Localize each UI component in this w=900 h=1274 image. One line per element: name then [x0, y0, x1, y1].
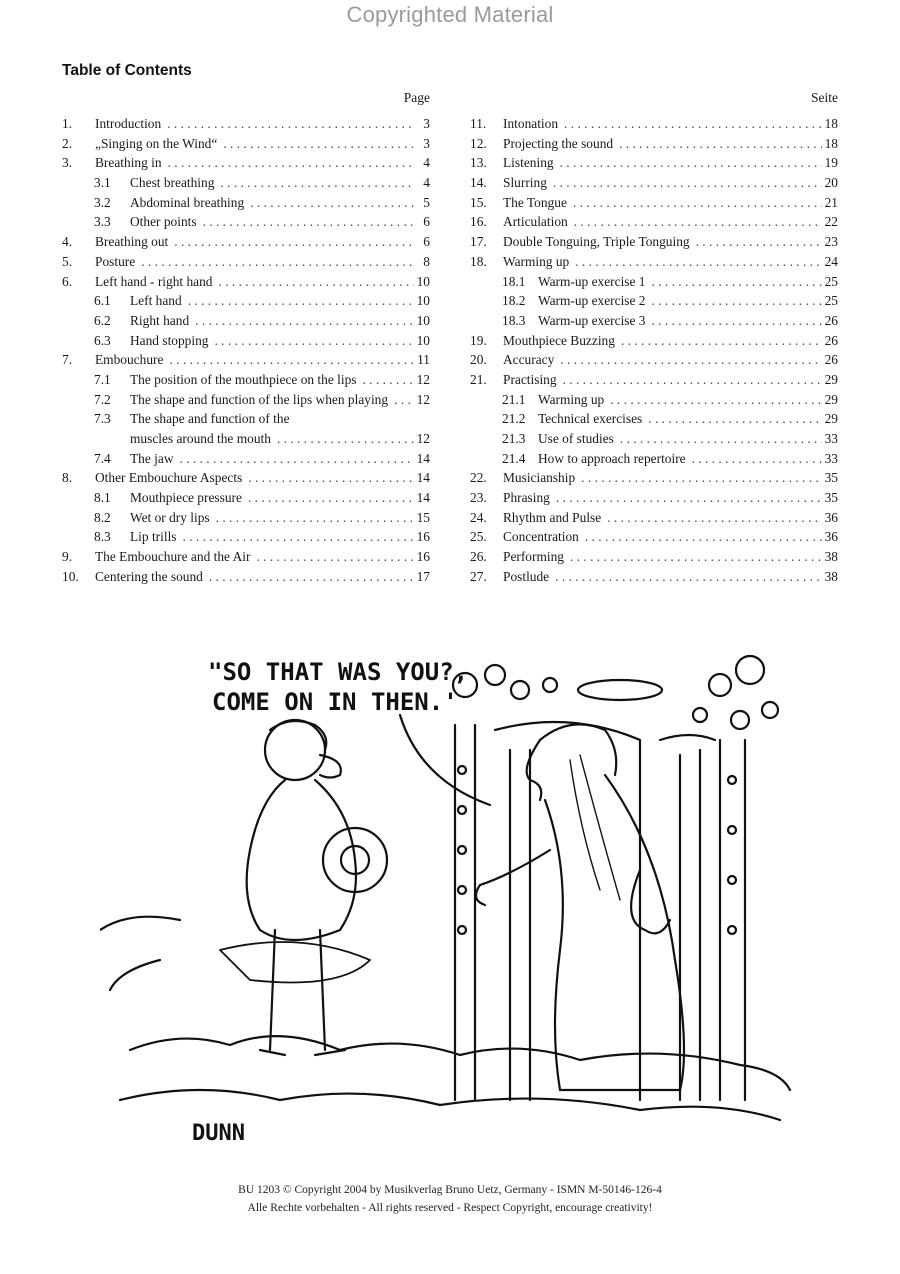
toc-entry-number: 21.3 [502, 431, 526, 446]
toc-entry-page: 4 [423, 155, 430, 171]
toc-entry [470, 252, 838, 272]
toc-entry [62, 567, 430, 587]
toc-entry-number: 6.3 [94, 332, 111, 348]
toc-entry-label: Intonation [503, 116, 559, 131]
toc-entry-label: Warm-up exercise 3 [538, 312, 646, 328]
toc-entry-number: 7.3 [94, 411, 111, 427]
toc-entry [62, 272, 430, 292]
toc-entry-number: 26. [470, 549, 487, 565]
dot-leader [564, 114, 822, 134]
toc-entry [62, 390, 430, 410]
toc-entry-number: 21.1 [502, 391, 526, 407]
toc-entry-number: 20. [470, 352, 487, 368]
toc-entry [62, 547, 430, 567]
toc-entry-label: Hand stopping [130, 332, 209, 348]
dot-leader [256, 547, 414, 567]
dot-leader [394, 390, 414, 410]
toc-entry-page: 29 [824, 391, 838, 407]
toc-entry-page: 12 [416, 431, 430, 446]
toc-entry [470, 173, 838, 193]
toc-entry [62, 193, 430, 213]
toc-entry [470, 370, 838, 390]
toc-entry [62, 291, 430, 311]
toc-entry-page: 33 [824, 450, 838, 466]
artist-signature: DUNN [192, 1121, 245, 1146]
speech-line-2: COME ON IN THEN.' [212, 688, 458, 716]
toc-entry-number: 8.2 [94, 509, 111, 525]
dot-leader [585, 527, 822, 547]
toc-entry-page: 29 [824, 371, 838, 387]
toc-entry [470, 390, 838, 410]
toc-entry [62, 508, 430, 528]
toc-list-left [62, 114, 430, 587]
toc-entry-label: Practising [503, 371, 557, 387]
toc-entry-label: Left hand - right hand [95, 273, 213, 289]
toc-entry-number: 7.4 [94, 450, 111, 466]
toc-entry-number: 1. [62, 116, 73, 131]
toc-entry-number: 18.3 [502, 312, 526, 328]
speech-pointer-line [400, 715, 490, 805]
toc-entry-page: 10 [416, 332, 430, 348]
toc-entry-label: Slurring [503, 175, 547, 191]
toc-entry-number: 14. [470, 175, 487, 191]
toc-entry-number: 23. [470, 490, 487, 506]
dot-leader [168, 153, 414, 173]
dot-leader [692, 449, 822, 469]
toc-entry-page: 22 [824, 214, 838, 230]
dot-leader [575, 252, 822, 272]
toc-entry [62, 212, 430, 232]
toc-entry [62, 488, 430, 508]
dot-leader [141, 252, 414, 272]
toc-entry-number: 19. [470, 332, 487, 348]
toc-entry-label: The shape and function of the lips when playing [130, 391, 389, 407]
toc-entry-number: 15. [470, 194, 487, 210]
toc-entry-label: Double Tonguing, Triple Tonguing [503, 234, 690, 250]
toc-entry-page: 12 [416, 391, 430, 407]
dot-leader [195, 311, 414, 331]
toc-entry-page: 16 [416, 549, 430, 565]
dot-leader [277, 429, 414, 449]
toc-entry [62, 527, 430, 547]
toc-entry-page: 20 [824, 175, 838, 191]
toc-entry-label: Musicianship [503, 470, 576, 486]
toc-entry [62, 331, 430, 351]
toc-entry [470, 429, 838, 449]
toc-entry-number: 18. [470, 253, 487, 269]
toc-entry-number: 21.2 [502, 411, 526, 427]
toc-entry-number: 8. [62, 470, 73, 486]
toc-entry [470, 547, 838, 567]
toc-entry [470, 508, 838, 528]
toc-entry-label: Mouthpiece Buzzing [503, 332, 615, 348]
toc-entry-number: 24. [470, 509, 487, 525]
toc-entry-label: Warming up [538, 391, 605, 407]
dot-leader [619, 134, 822, 154]
dot-leader [610, 390, 822, 410]
dot-leader [188, 291, 414, 311]
dot-leader [560, 350, 822, 370]
toc-entry-label: Posture [95, 253, 136, 269]
toc-entry [470, 134, 838, 154]
toc-entry-number: 11. [470, 116, 487, 131]
toc-entry-label: The jaw [130, 450, 174, 466]
toc-entry-number: 7.1 [94, 371, 111, 387]
toc-entry [470, 567, 838, 587]
toc-list-right [470, 114, 838, 587]
toc-entry-number: 21.4 [502, 450, 526, 466]
toc-entry-label: Left hand [130, 293, 182, 309]
dot-leader [555, 567, 822, 587]
toc-entry-number: 6.1 [94, 293, 111, 309]
seite-column-header: Seite [811, 90, 838, 105]
toc-entry [62, 173, 430, 193]
toc-entry-label: Mouthpiece pressure [130, 490, 242, 506]
toc-entry-label: The Tongue [503, 194, 567, 210]
toc-title: Table of Contents [62, 62, 192, 79]
toc-entry-label: Introduction [95, 116, 162, 131]
toc-entry [62, 153, 430, 173]
toc-entry-number: 6. [62, 273, 73, 289]
dot-leader [214, 331, 414, 351]
toc-entry-number: 18.2 [502, 293, 526, 309]
footer-copyright: BU 1203 © Copyright 2004 by Musikverlag Bruno Uetz, Germany - ISMN M-50146-126-4 [238, 1184, 662, 1196]
toc-entry-label: Warming up [503, 253, 570, 269]
toc-entry-number: 3.3 [94, 214, 111, 230]
toc-entry-page: 18 [824, 135, 838, 151]
dot-leader [620, 429, 822, 449]
toc-entry-number: 25. [470, 529, 487, 545]
toc-entry-number: 5. [62, 253, 73, 269]
toc-entry-page: 23 [824, 234, 838, 250]
toc-entry [62, 114, 430, 134]
toc-entry-number: 6.2 [94, 312, 111, 328]
toc-entry-label: Listening [503, 155, 554, 171]
toc-entry-page: 6 [423, 214, 430, 230]
toc-entry-page: 38 [824, 568, 838, 584]
toc-entry-page: 3 [423, 135, 430, 151]
toc-entry-number: 4. [62, 234, 73, 250]
dot-leader [167, 114, 414, 134]
toc-entry [470, 291, 838, 311]
toc-entry-page: 10 [416, 293, 430, 309]
dot-leader [219, 272, 414, 292]
toc-column-left [62, 88, 430, 587]
toc-entry-label: Right hand [130, 312, 190, 328]
toc-entry [62, 134, 430, 154]
dot-leader [651, 291, 822, 311]
toc-entry-label: Projecting the sound [503, 135, 614, 151]
dot-leader [574, 212, 822, 232]
toc-entry-label: Warm-up exercise 1 [538, 273, 646, 289]
dot-leader [648, 409, 822, 429]
toc-entry-label: Breathing out [95, 234, 169, 250]
toc-entry-page: 29 [824, 411, 838, 427]
toc-entry-page: 10 [416, 273, 430, 289]
toc-entry-page: 4 [423, 175, 430, 191]
toc-entry-label: Other points [130, 214, 197, 230]
toc-entry-page: 38 [824, 549, 838, 565]
toc-entry-page: 10 [416, 312, 430, 328]
toc-entry-page: 16 [416, 529, 430, 545]
toc-entry-page: 19 [824, 155, 838, 171]
toc-entry-page: 14 [416, 470, 430, 486]
toc-entry [470, 331, 838, 351]
toc-entry-page: 26 [824, 352, 838, 368]
toc-entry [470, 311, 838, 331]
toc-entry-page: 8 [423, 253, 430, 269]
dot-leader [560, 153, 822, 173]
toc-entry-page: 35 [824, 490, 838, 506]
toc-entry-page: 5 [423, 194, 430, 210]
toc-entry-label: The Embouchure and the Air [95, 549, 251, 565]
toc-entry [470, 409, 838, 429]
toc-entry [62, 232, 430, 252]
toc-entry [62, 252, 430, 272]
cartoon-illustration [100, 630, 800, 1150]
dot-leader [169, 350, 414, 370]
dot-leader [223, 134, 414, 154]
dot-leader [570, 547, 822, 567]
toc-entry [62, 311, 430, 331]
toc-entry-page: 11 [417, 352, 430, 368]
horn-player-figure [220, 720, 387, 1055]
dot-leader [248, 468, 414, 488]
toc-entry-page: 36 [824, 509, 838, 525]
toc-entry-label: Embouchure [95, 352, 164, 368]
dot-leader [651, 272, 822, 292]
toc-entry-label: The shape and function of the [130, 411, 290, 427]
toc-entry-number: 21. [470, 371, 487, 387]
toc-entry-label: The position of the mouthpiece on the lips [130, 371, 357, 387]
footer-rights: Alle Rechte vorbehalten - All rights reserved - Respect Copyright, encourage creativity! [247, 1202, 653, 1214]
toc-entry [470, 350, 838, 370]
toc-entry-number: 3. [62, 155, 73, 171]
dot-leader [209, 567, 414, 587]
halo-icon [578, 680, 662, 700]
dot-leader [203, 212, 414, 232]
page-column-header: Page [403, 90, 430, 105]
dot-leader [553, 173, 822, 193]
toc-entry [470, 232, 838, 252]
dot-leader [607, 508, 822, 528]
toc-entry-page: 36 [824, 529, 838, 545]
toc-entry-page: 24 [824, 253, 838, 269]
dot-leader [651, 311, 822, 331]
dot-leader [174, 232, 414, 252]
dot-leader [556, 488, 822, 508]
toc-entry-page: 17 [416, 568, 430, 584]
toc-entry [62, 429, 430, 449]
toc-entry-label: Use of studies [538, 431, 614, 446]
toc-entry-number: 16. [470, 214, 487, 230]
toc-entry-page: 15 [416, 509, 430, 525]
toc-entry-number: 10. [62, 568, 79, 584]
toc-entry-label: How to approach repertoire [538, 450, 686, 466]
toc-entry-label: Performing [503, 549, 564, 565]
toc-entry-page: 33 [824, 431, 838, 446]
toc-entry-number: 18.1 [502, 273, 526, 289]
toc-entry [470, 527, 838, 547]
dot-leader [250, 193, 414, 213]
st-peter-figure [476, 724, 684, 1090]
toc-entry-label: Technical exercises [538, 411, 643, 427]
dot-leader [183, 527, 415, 547]
dot-leader [573, 193, 822, 213]
toc-entry-label: Warm-up exercise 2 [538, 293, 646, 309]
toc-entry-page: 18 [824, 116, 838, 131]
dot-leader [621, 331, 822, 351]
toc-entry-label: Centering the sound [95, 568, 203, 584]
toc-entry-number: 3.2 [94, 194, 111, 210]
toc-entry-number: 22. [470, 470, 487, 486]
toc-entry-number: 7. [62, 352, 73, 368]
heaven-gate [455, 722, 745, 1100]
dot-leader [362, 370, 414, 390]
toc-entry-page: 26 [824, 332, 838, 348]
toc-entry-page: 14 [416, 450, 430, 466]
toc-entry-label: Abdominal breathing [130, 194, 245, 210]
dot-leader [563, 370, 822, 390]
toc-entry-label: Chest breathing [130, 175, 215, 191]
toc-entry-label: Wet or dry lips [130, 509, 210, 525]
toc-entry-number: 13. [470, 155, 487, 171]
toc-entry [470, 114, 838, 134]
toc-entry-number: 3.1 [94, 175, 111, 191]
toc-entry [62, 350, 430, 370]
toc-entry [62, 449, 430, 469]
speech-line-1: "SO THAT WAS YOU?, [208, 658, 469, 686]
copyright-watermark: Copyrighted Material [346, 2, 554, 27]
toc-entry-label: „Singing on the Wind“ [95, 135, 218, 151]
dot-leader [216, 508, 414, 528]
gate-ornaments [453, 656, 778, 934]
toc-entry [470, 153, 838, 173]
toc-entry-page: 21 [824, 194, 838, 210]
toc-entry-label: Accuracy [503, 352, 555, 368]
toc-entry-number: 8.3 [94, 529, 111, 545]
toc-entry-page: 14 [416, 490, 430, 506]
toc-column-right [470, 88, 838, 587]
toc-entry [470, 468, 838, 488]
toc-entry [470, 488, 838, 508]
toc-entry-label: Lip trills [130, 529, 177, 545]
toc-entry-number: 17. [470, 234, 487, 250]
dot-leader [248, 488, 414, 508]
toc-entry [470, 193, 838, 213]
toc-entry [470, 449, 838, 469]
toc-entry-number: 8.1 [94, 490, 111, 506]
toc-entry [470, 212, 838, 232]
toc-entry-label: Postlude [503, 568, 550, 584]
toc-entry-page: 26 [824, 312, 838, 328]
toc-entry-number: 9. [62, 549, 73, 565]
toc-entry-page: 12 [416, 371, 430, 387]
toc-entry-page: 6 [423, 234, 430, 250]
toc-entry-page: 25 [824, 273, 838, 289]
toc-entry [62, 468, 430, 488]
toc-entry-label: Concentration [503, 529, 579, 545]
toc-entry-label: muscles around the mouth [130, 431, 271, 446]
toc-entry-number: 12. [470, 135, 487, 151]
toc-entry-label: Other Embouchure Aspects [95, 470, 243, 486]
dot-leader [696, 232, 822, 252]
cloud-ground [100, 917, 790, 1120]
dot-leader [180, 449, 415, 469]
toc-entry-number: 27. [470, 568, 487, 584]
toc-entry [470, 272, 838, 292]
toc-entry-number: 7.2 [94, 391, 111, 407]
toc-entry-label: Articulation [503, 214, 568, 230]
toc-entry-page: 25 [824, 293, 838, 309]
toc-entry-label: Rhythm and Pulse [503, 509, 602, 525]
toc-entry-page: 3 [423, 116, 430, 131]
toc-entry [62, 370, 430, 390]
toc-entry [62, 409, 430, 429]
toc-entry-label: Phrasing [503, 490, 550, 506]
dot-leader [220, 173, 414, 193]
toc-entry-number: 2. [62, 135, 73, 151]
toc-entry-page: 35 [824, 470, 838, 486]
toc-entry-label: Breathing in [95, 155, 162, 171]
dot-leader [581, 468, 822, 488]
